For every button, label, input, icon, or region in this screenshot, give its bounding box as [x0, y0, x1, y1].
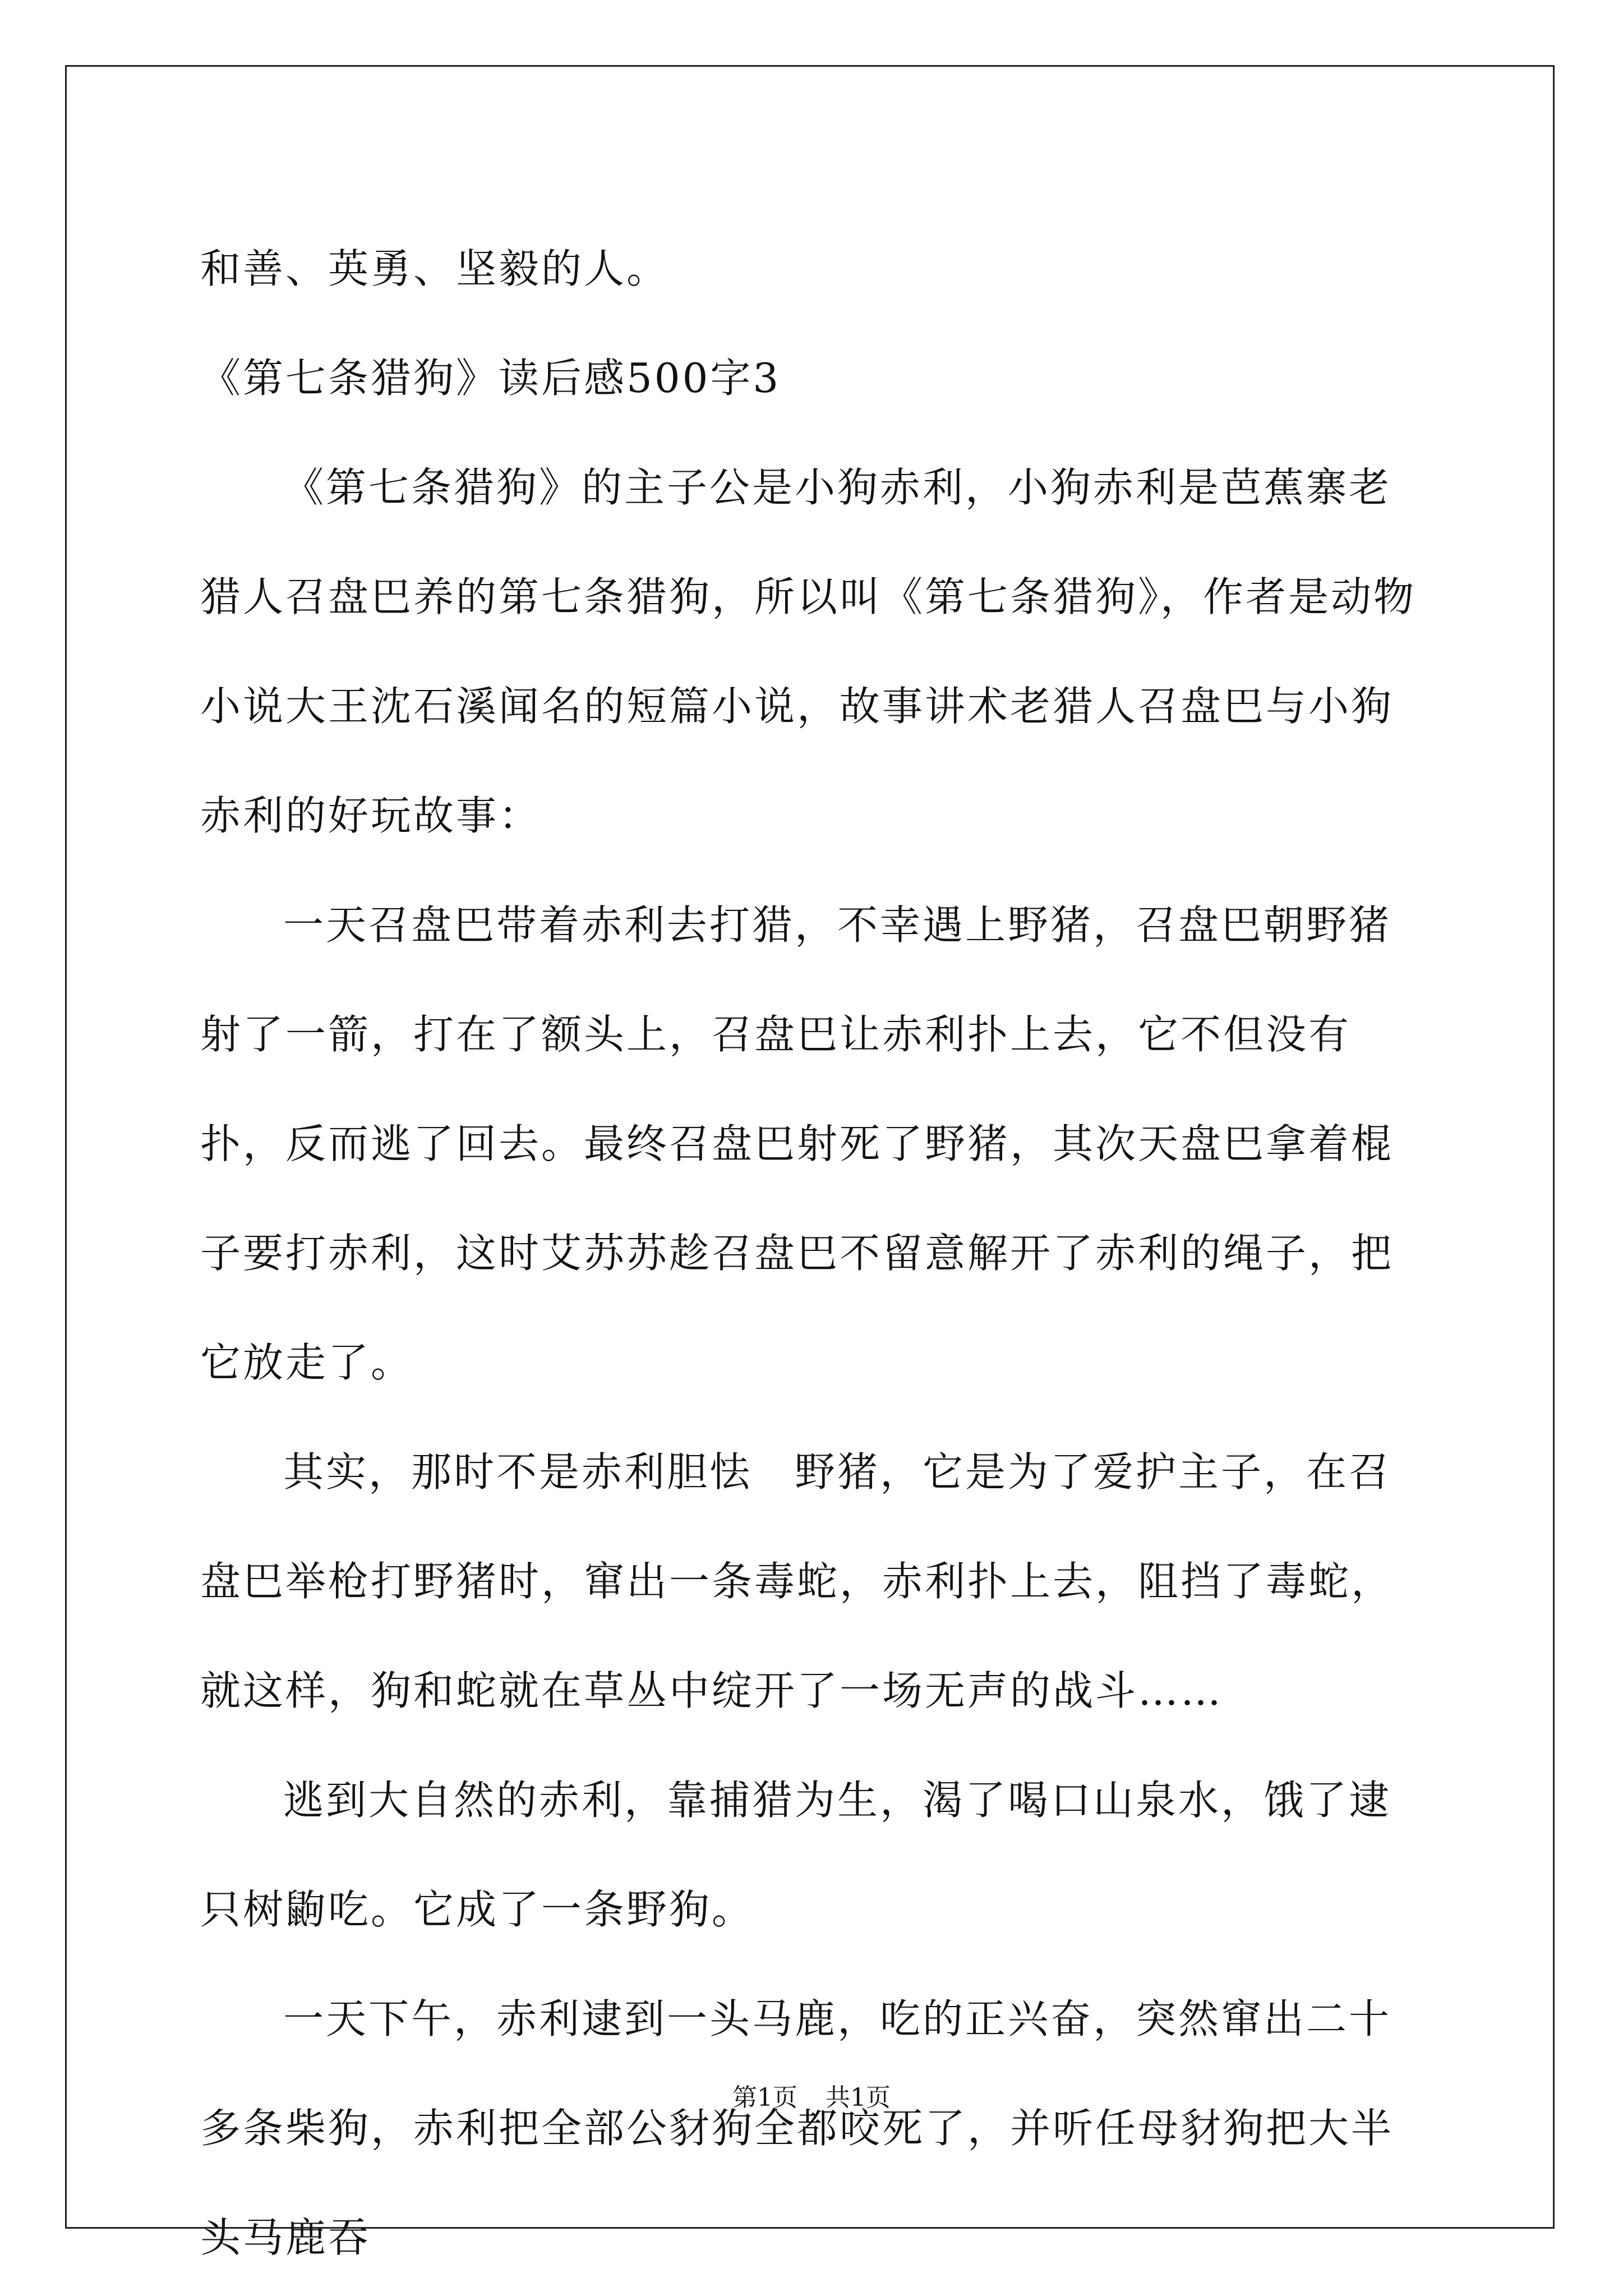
- section-heading: 《第七条猎狗》读后感500字3: [200, 355, 781, 402]
- document-body: [200, 214, 1423, 2293]
- paragraph-snake: 其实，那时不是赤利胆怯 野猪，它是为了爱护主子，在召盘巴举枪打野猪时，窜出一条毒蛇，赤利扑上去，阻挡了毒蛇，就这样，狗和蛇就在草丛中绽开了一场无声的战斗……: [200, 1448, 1394, 1714]
- page-total: 共1页: [826, 2083, 891, 2112]
- paragraph-jackals: 一天下午，赤利逮到一头马鹿，吃的正兴奋，突然窜出二十多条柴狗，赤利把全部公豺狗全都咬死了，并听任母豺狗把大半头马鹿吞: [200, 1995, 1394, 2261]
- text-line-closing: 和善、英勇、坚毅的人。: [200, 245, 670, 292]
- paragraph-hunt: 一天召盘巴带着赤利去打猎，不幸遇上野猪，召盘巴朝野猪射了一箭，打在了额头上，召盘巴让赤利扑上去，它不但没有扑，反而逃了回去。最终召盘巴射死了野猪，其次天盘巴拿着棍子要打赤利，这时艾苏苏趁召盘巴不留意解开了赤利的绳子，把它放走了。: [200, 901, 1394, 1386]
- page-footer: [0, 2081, 1623, 2115]
- page-number: 第1页: [732, 2083, 797, 2112]
- paragraph-intro: 《第七条猎狗》的主子公是小狗赤利，小狗赤利是芭蕉寨老猎人召盘巴养的第七条猎狗，所以叫《第七条猎狗》，作者是动物小说大王沈石溪闻名的短篇小说，故事讲术老猎人召盘巴与小狗赤利的好玩故事：: [200, 464, 1417, 839]
- paragraph-wild: 逃到大自然的赤利，靠捕猎为生，渴了喝口山泉水，饿了逮只树鼩吃。它成了一条野狗。: [200, 1777, 1392, 1933]
